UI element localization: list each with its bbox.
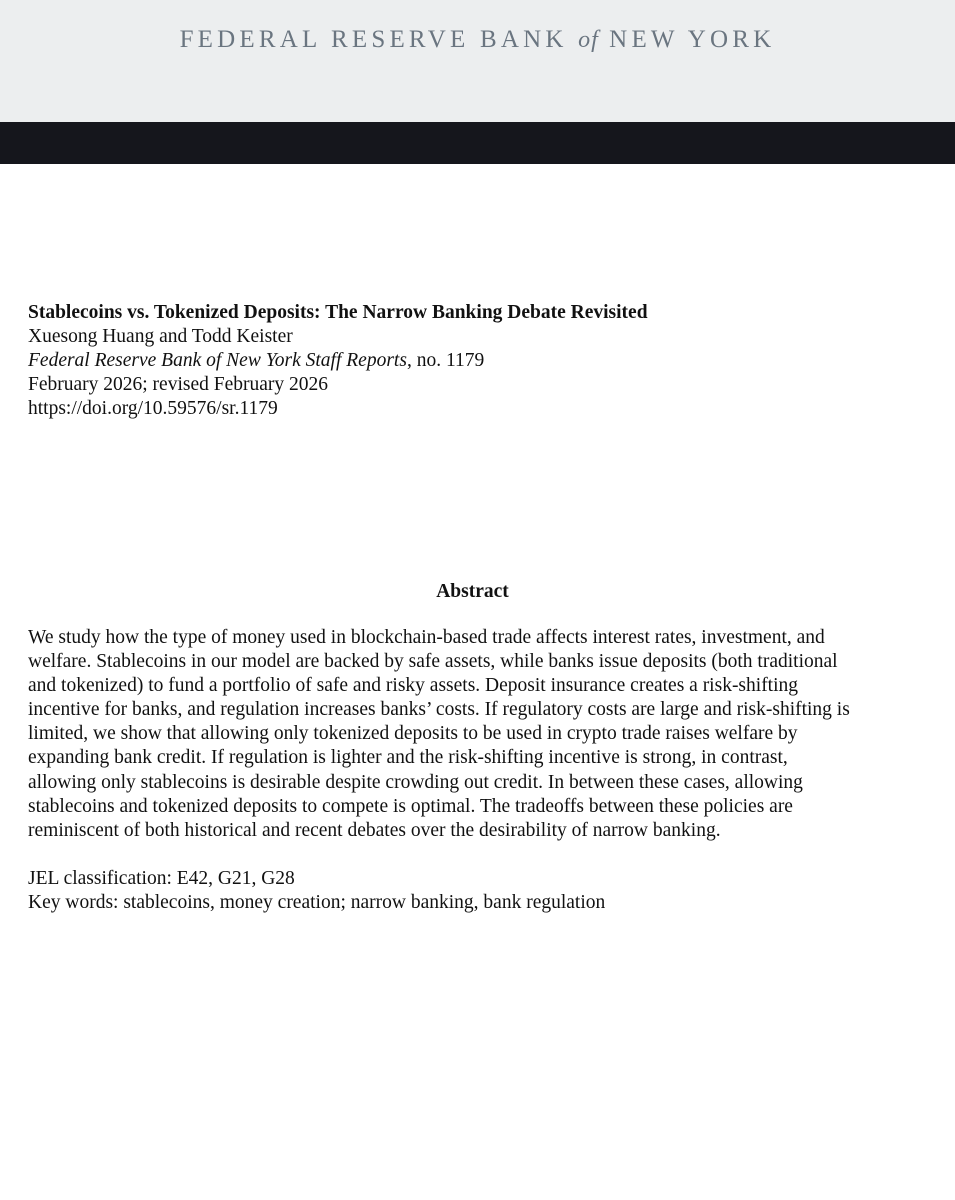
paper-doi: https://doi.org/10.59576/sr.1179: [28, 398, 278, 419]
key-words: Key words: stablecoins, money creation; narrow banking, bank regulation: [28, 892, 606, 913]
abstract-line: expanding bank credit. If regulation is lighter and the risk-shifting incentive is strong, in contrast,: [28, 747, 788, 769]
paper-dates: February 2026; revised February 2026: [28, 374, 329, 395]
jel-classification: JEL classification: E42, G21, G28: [28, 868, 295, 889]
classification-block: [28, 867, 928, 915]
abstract-line: reminiscent of both historical and recent debates over the desirability of narrow banking.: [28, 819, 721, 841]
masthead-text-of: of: [578, 27, 599, 53]
abstract-line: and tokenized) to fund a portfolio of safe and risky assets. Deposit insurance creates a risk-shifting: [28, 675, 799, 697]
abstract-line: limited, we show that allowing only tokenized deposits to be used in crypto trade raises welfare by: [28, 723, 798, 745]
series-name: Federal Reserve Bank of New York Staff Reports: [28, 350, 407, 371]
masthead-text-part1: FEDERAL RESERVE BANK: [179, 26, 579, 53]
abstract-line: allowing only stablecoins is desirable despite crowding out credit. In between these cases, allowing: [28, 771, 803, 793]
abstract-line: welfare. Stablecoins in our model are backed by safe assets, while banks issue deposits (both traditional: [28, 651, 838, 673]
series-number: , no. 1179: [406, 350, 485, 371]
masthead-logo-text: [0, 26, 955, 54]
paper-title: Stablecoins vs. Tokenized Deposits: The Narrow Banking Debate Revisited: [28, 302, 648, 323]
citation-block: [28, 301, 928, 421]
series-line: [28, 349, 928, 373]
abstract-line: stablecoins and tokenized deposits to compete is optimal. The tradeoffs between these policies are: [28, 795, 793, 817]
header-dark-band: [0, 122, 955, 164]
paper-authors: Xuesong Huang and Todd Keister: [28, 326, 293, 347]
masthead-text-part2: NEW YORK: [598, 26, 776, 53]
abstract-line: We study how the type of money used in blockchain-based trade affects interest rates, investment, and: [28, 627, 825, 648]
masthead-banner: [0, 0, 955, 122]
abstract-line: incentive for banks, and regulation increases banks’ costs. If regulatory costs are large and risk-shifting is: [28, 699, 850, 721]
abstract-body: [28, 626, 928, 843]
abstract-heading: Abstract: [436, 581, 509, 602]
